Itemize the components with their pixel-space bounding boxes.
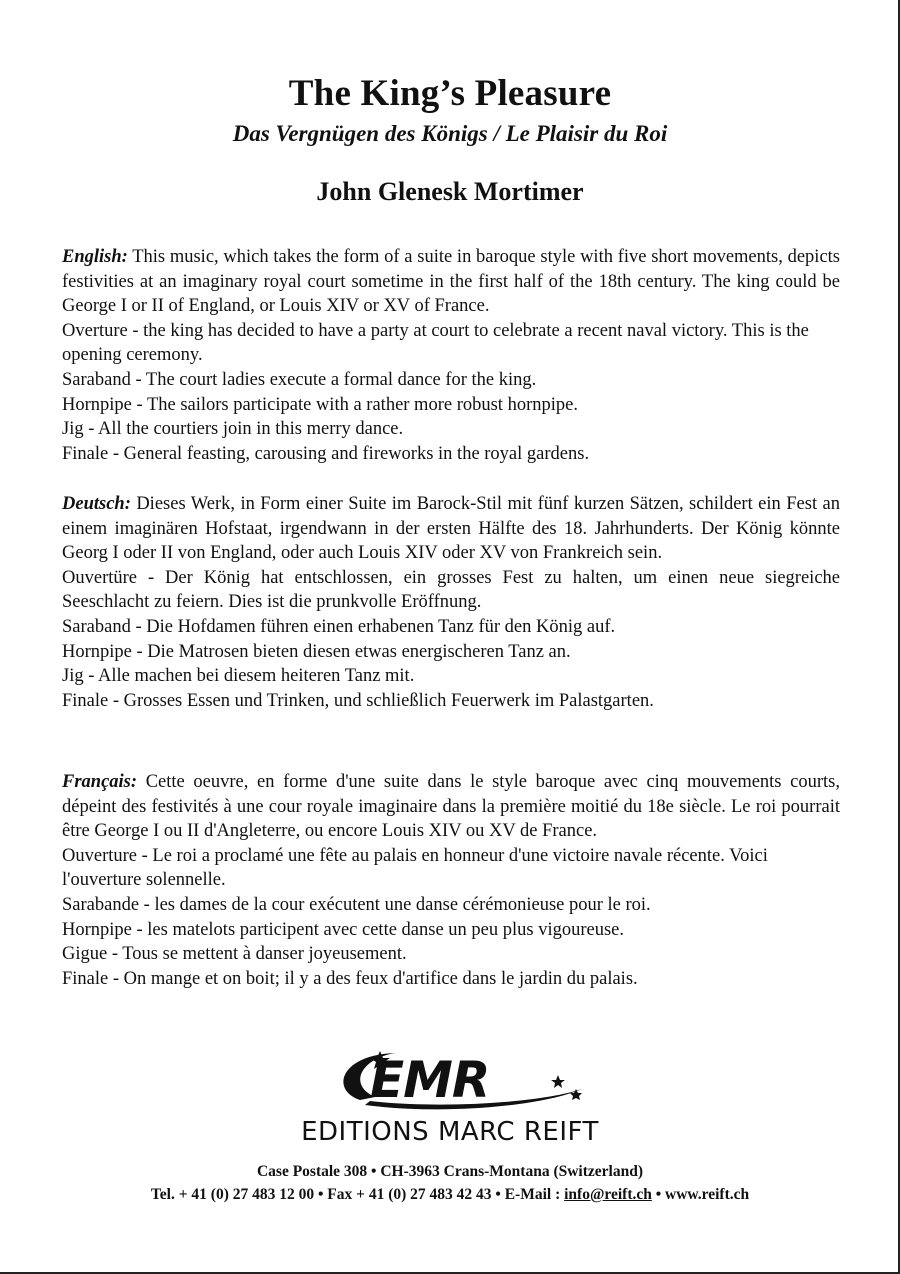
emr-logo	[320, 1045, 600, 1115]
deutsch-movement: Ouvertüre - Der König hat entschlossen, ein grosses Fest zu halten, um einen neue siegreiche Seeschlacht zu feiern. Dies ist die prunkvolle Eröffnung.	[62, 567, 840, 613]
email-link[interactable]: info@reift.ch	[564, 1186, 652, 1203]
deutsch-movement: Saraband - Die Hofdamen führen einen erhabenen Tanz für den König auf.	[62, 616, 616, 637]
francais-label: Français:	[62, 772, 138, 792]
page-subtitle: Das Vergnügen des Königs / Le Plaisir du Roi	[232, 121, 668, 146]
deutsch-movement: Jig - Alle machen bei diesem heiteren Tanz mit.	[62, 666, 415, 687]
postal-address: Case Postale 308 • CH-3963 Crans-Montana (Switzerland)	[256, 1163, 643, 1180]
francais-movement: Hornpipe - les matelots participent avec cette danse un peu plus vigoureuse.	[62, 919, 625, 940]
francais-intro	[62, 770, 840, 844]
english-movement: Overture - the king has decided to have a party at court to celebrate a recent naval victory. This is the opening ceremony.	[62, 320, 809, 366]
english-movement: Jig - All the courtiers join in this merry dance.	[62, 419, 404, 440]
deutsch-intro	[62, 492, 840, 566]
emr-logo-text: EMR	[370, 1051, 490, 1109]
composer-name: John Glenesk Mortimer	[316, 177, 584, 206]
deutsch-movement: Finale - Grosses Essen und Trinken, und schließlich Feuerwerk im Palastgarten.	[62, 690, 654, 711]
english-movement: Hornpipe - The sailors participate with a rather more robust hornpipe.	[62, 394, 578, 415]
publisher-name: EDITIONS MARC REIFT	[301, 1117, 599, 1147]
francais-intro-text: Cette oeuvre, en forme d'une suite dans le style baroque avec cinq mouvements courts, dépeint des festivités à une cour royale imaginaire dans la première moitié du 18e siècle. Le roi pourrait être George I ou II d'Angleterre, ou encore Louis XIV ou XV de France.	[62, 772, 840, 842]
francais-movement: Finale - On mange et on boit; il y a des feux d'artifice dans le jardin du palais.	[62, 968, 638, 989]
website-link[interactable]: www.reift.ch	[665, 1186, 750, 1203]
francais-description	[62, 770, 840, 991]
english-description	[62, 245, 840, 466]
francais-movement: Gigue - Tous se mettent à danser joyeusement.	[62, 944, 407, 965]
english-label: English:	[62, 247, 128, 267]
deutsch-label: Deutsch:	[62, 494, 131, 514]
francais-movement: Sarabande - les dames de la cour exécutent une danse cérémonieuse pour le roi.	[62, 894, 651, 915]
contact-phone-fax: Tel. + 41 (0) 27 483 12 00 • Fax + 41 (0) 27 483 42 43 • E-Mail :	[150, 1186, 565, 1203]
english-movement: Saraband - The court ladies execute a formal dance for the king.	[62, 369, 537, 390]
english-intro	[62, 245, 840, 319]
contact-separator: •	[651, 1186, 666, 1203]
deutsch-intro-text: Dieses Werk, in Form einer Suite im Barock-Stil mit fünf kurzen Sätzen, schildert ein Fest an einem imaginären Hofstaat, irgendwann in der ersten Hälfte des 18. Jahrhunderts. Der König könnte Georg I oder II von England, oder auch Louis XIV oder XV von Frankreich sein.	[62, 494, 840, 564]
english-intro-text: This music, which takes the form of a suite in baroque style with five short movements, depicts festivities at an imaginary royal court sometime in the first half of the 18th century. The king could be George I or II of England, or Louis XIV or XV of France.	[62, 247, 840, 317]
contact-line	[0, 1186, 900, 1204]
page-title: The King’s Pleasure	[288, 73, 612, 114]
deutsch-movement: Hornpipe - Die Matrosen bieten diesen etwas energischeren Tanz an.	[62, 641, 571, 662]
english-movement: Finale - General feasting, carousing and fireworks in the royal gardens.	[62, 443, 590, 464]
francais-movement: Ouverture - Le roi a proclamé une fête au palais en honneur d'une victoire navale récente. Voici l'ouverture solennelle.	[62, 845, 768, 891]
deutsch-description	[62, 492, 840, 713]
